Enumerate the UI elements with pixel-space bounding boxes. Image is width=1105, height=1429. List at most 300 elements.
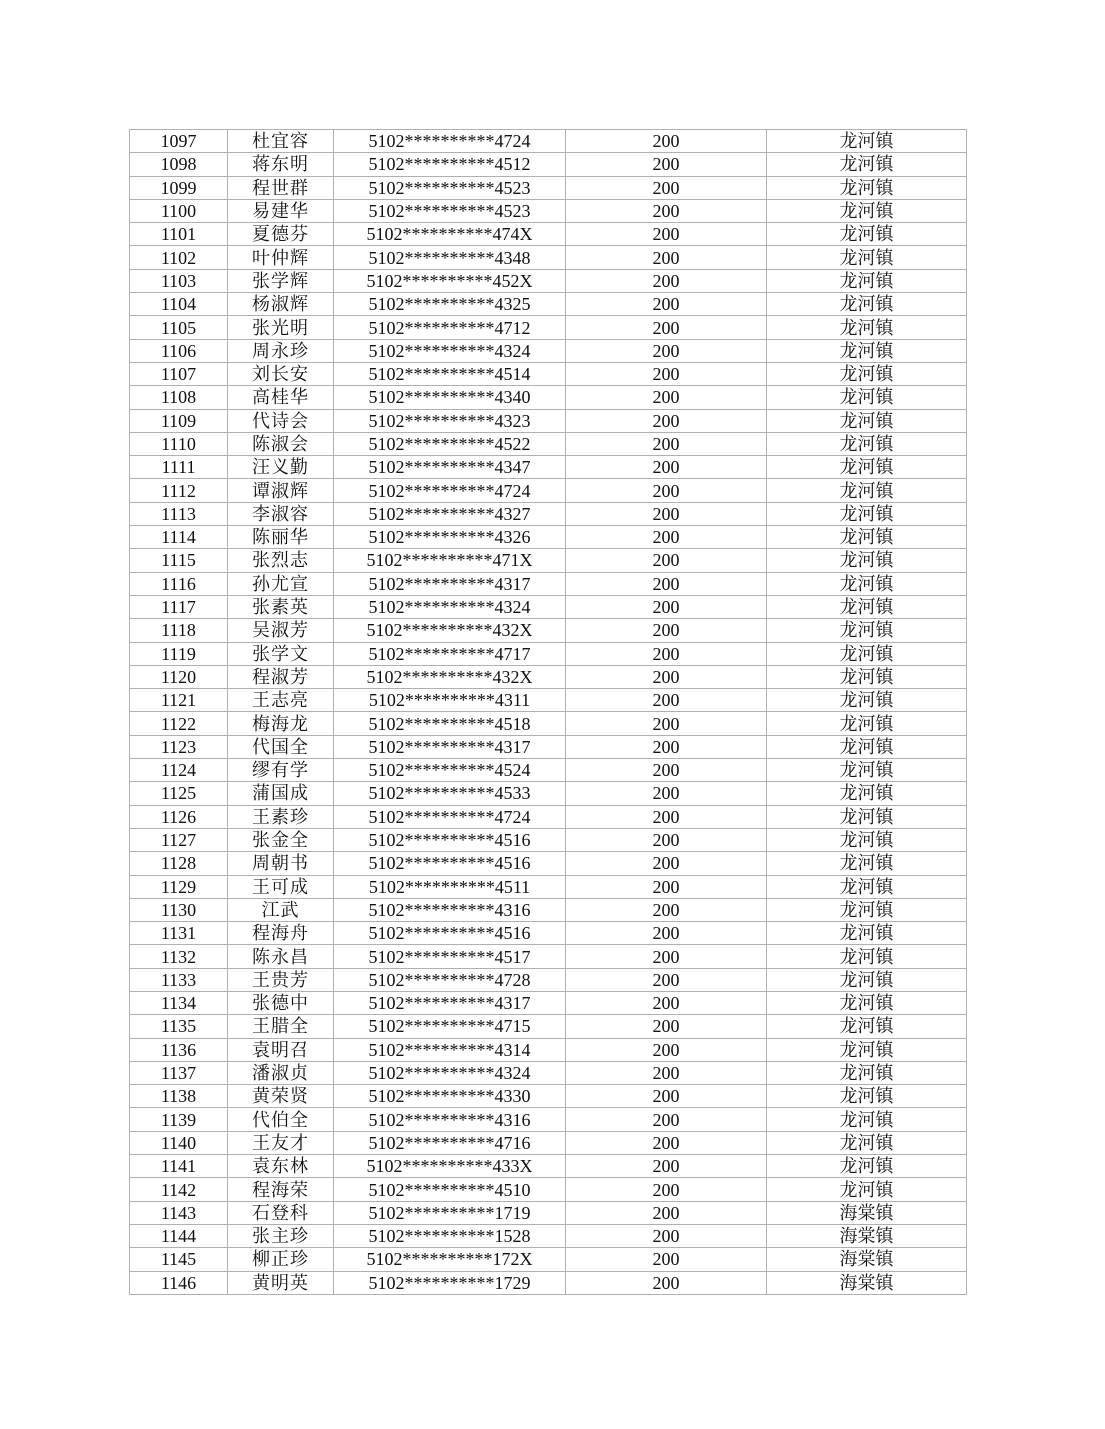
id-number-cell: 5102**********4330	[334, 1085, 566, 1108]
roster-table-body	[130, 130, 967, 1295]
town-cell: 龙河镇	[767, 619, 967, 642]
table-row	[130, 526, 967, 549]
name-cell: 王友才	[228, 1131, 334, 1154]
name-cell: 陈丽华	[228, 526, 334, 549]
row-number-cell: 1132	[130, 945, 228, 968]
id-number-cell: 5102**********1528	[334, 1224, 566, 1247]
row-number-cell: 1115	[130, 549, 228, 572]
row-number-cell: 1127	[130, 828, 228, 851]
table-row	[130, 130, 967, 153]
town-cell: 龙河镇	[767, 875, 967, 898]
amount-cell: 200	[566, 176, 767, 199]
amount-cell: 200	[566, 735, 767, 758]
table-row	[130, 852, 967, 875]
town-cell: 龙河镇	[767, 712, 967, 735]
name-cell: 程淑芳	[228, 665, 334, 688]
row-number-cell: 1119	[130, 642, 228, 665]
id-number-cell: 5102**********4347	[334, 456, 566, 479]
id-number-cell: 5102**********4510	[334, 1178, 566, 1201]
row-number-cell: 1134	[130, 991, 228, 1014]
table-row	[130, 1015, 967, 1038]
amount-cell: 200	[566, 479, 767, 502]
amount-cell: 200	[566, 153, 767, 176]
id-number-cell: 5102**********4514	[334, 362, 566, 385]
row-number-cell: 1103	[130, 269, 228, 292]
town-cell: 龙河镇	[767, 409, 967, 432]
amount-cell: 200	[566, 1061, 767, 1084]
row-number-cell: 1146	[130, 1271, 228, 1294]
amount-cell: 200	[566, 1178, 767, 1201]
table-row	[130, 549, 967, 572]
town-cell: 龙河镇	[767, 223, 967, 246]
name-cell: 程海舟	[228, 922, 334, 945]
amount-cell: 200	[566, 991, 767, 1014]
id-number-cell: 5102**********4324	[334, 339, 566, 362]
table-row	[130, 689, 967, 712]
row-number-cell: 1114	[130, 526, 228, 549]
id-number-cell: 5102**********4512	[334, 153, 566, 176]
town-cell: 龙河镇	[767, 1085, 967, 1108]
name-cell: 代国全	[228, 735, 334, 758]
town-cell: 海棠镇	[767, 1271, 967, 1294]
row-number-cell: 1111	[130, 456, 228, 479]
table-row	[130, 1155, 967, 1178]
town-cell: 龙河镇	[767, 456, 967, 479]
amount-cell: 200	[566, 1248, 767, 1271]
amount-cell: 200	[566, 223, 767, 246]
town-cell: 龙河镇	[767, 805, 967, 828]
town-cell: 龙河镇	[767, 293, 967, 316]
name-cell: 李淑容	[228, 502, 334, 525]
name-cell: 代伯全	[228, 1108, 334, 1131]
town-cell: 龙河镇	[767, 176, 967, 199]
town-cell: 龙河镇	[767, 362, 967, 385]
table-row	[130, 362, 967, 385]
name-cell: 柳正珍	[228, 1248, 334, 1271]
amount-cell: 200	[566, 130, 767, 153]
row-number-cell: 1131	[130, 922, 228, 945]
amount-cell: 200	[566, 782, 767, 805]
town-cell: 海棠镇	[767, 1201, 967, 1224]
table-row	[130, 1131, 967, 1154]
town-cell: 龙河镇	[767, 572, 967, 595]
town-cell: 龙河镇	[767, 991, 967, 1014]
id-number-cell: 5102**********4523	[334, 176, 566, 199]
id-number-cell: 5102**********4518	[334, 712, 566, 735]
row-number-cell: 1130	[130, 898, 228, 921]
name-cell: 张光明	[228, 316, 334, 339]
amount-cell: 200	[566, 526, 767, 549]
table-row	[130, 1108, 967, 1131]
amount-cell: 200	[566, 945, 767, 968]
id-number-cell: 5102**********4715	[334, 1015, 566, 1038]
name-cell: 周朝书	[228, 852, 334, 875]
table-row	[130, 1201, 967, 1224]
town-cell: 龙河镇	[767, 852, 967, 875]
amount-cell: 200	[566, 362, 767, 385]
row-number-cell: 1145	[130, 1248, 228, 1271]
town-cell: 龙河镇	[767, 595, 967, 618]
town-cell: 龙河镇	[767, 199, 967, 222]
table-row	[130, 199, 967, 222]
name-cell: 石登科	[228, 1201, 334, 1224]
amount-cell: 200	[566, 759, 767, 782]
row-number-cell: 1112	[130, 479, 228, 502]
table-row	[130, 456, 967, 479]
table-row	[130, 595, 967, 618]
name-cell: 黄明英	[228, 1271, 334, 1294]
table-row	[130, 1248, 967, 1271]
row-number-cell: 1142	[130, 1178, 228, 1201]
town-cell: 龙河镇	[767, 1131, 967, 1154]
row-number-cell: 1124	[130, 759, 228, 782]
table-row	[130, 246, 967, 269]
amount-cell: 200	[566, 619, 767, 642]
name-cell: 王志亮	[228, 689, 334, 712]
name-cell: 王素珍	[228, 805, 334, 828]
town-cell: 龙河镇	[767, 945, 967, 968]
name-cell: 周永珍	[228, 339, 334, 362]
id-number-cell: 5102**********4724	[334, 805, 566, 828]
name-cell: 黄荣贤	[228, 1085, 334, 1108]
town-cell: 龙河镇	[767, 269, 967, 292]
name-cell: 缪有学	[228, 759, 334, 782]
name-cell: 汪义勤	[228, 456, 334, 479]
id-number-cell: 5102**********4314	[334, 1038, 566, 1061]
town-cell: 龙河镇	[767, 1108, 967, 1131]
row-number-cell: 1129	[130, 875, 228, 898]
table-row	[130, 782, 967, 805]
name-cell: 江武	[228, 898, 334, 921]
town-cell: 龙河镇	[767, 502, 967, 525]
roster-table	[129, 129, 967, 1295]
row-number-cell: 1106	[130, 339, 228, 362]
table-row	[130, 619, 967, 642]
row-number-cell: 1118	[130, 619, 228, 642]
name-cell: 易建华	[228, 199, 334, 222]
name-cell: 陈淑会	[228, 432, 334, 455]
table-row	[130, 735, 967, 758]
amount-cell: 200	[566, 432, 767, 455]
id-number-cell: 5102**********4717	[334, 642, 566, 665]
id-number-cell: 5102**********433X	[334, 1155, 566, 1178]
table-row	[130, 875, 967, 898]
name-cell: 叶仲辉	[228, 246, 334, 269]
id-number-cell: 5102**********4517	[334, 945, 566, 968]
table-row	[130, 153, 967, 176]
table-row	[130, 386, 967, 409]
id-number-cell: 5102**********4323	[334, 409, 566, 432]
amount-cell: 200	[566, 1271, 767, 1294]
town-cell: 海棠镇	[767, 1248, 967, 1271]
town-cell: 龙河镇	[767, 1061, 967, 1084]
table-row	[130, 665, 967, 688]
id-number-cell: 5102**********471X	[334, 549, 566, 572]
id-number-cell: 5102**********4724	[334, 130, 566, 153]
town-cell: 龙河镇	[767, 1155, 967, 1178]
row-number-cell: 1110	[130, 432, 228, 455]
row-number-cell: 1122	[130, 712, 228, 735]
id-number-cell: 5102**********4324	[334, 1061, 566, 1084]
table-row	[130, 991, 967, 1014]
table-row	[130, 176, 967, 199]
amount-cell: 200	[566, 595, 767, 618]
amount-cell: 200	[566, 339, 767, 362]
amount-cell: 200	[566, 712, 767, 735]
amount-cell: 200	[566, 805, 767, 828]
name-cell: 高桂华	[228, 386, 334, 409]
town-cell: 龙河镇	[767, 1015, 967, 1038]
amount-cell: 200	[566, 409, 767, 432]
town-cell: 龙河镇	[767, 130, 967, 153]
name-cell: 袁明召	[228, 1038, 334, 1061]
name-cell: 杜宜容	[228, 130, 334, 153]
name-cell: 程海荣	[228, 1178, 334, 1201]
id-number-cell: 5102**********4516	[334, 922, 566, 945]
town-cell: 龙河镇	[767, 968, 967, 991]
table-row	[130, 269, 967, 292]
name-cell: 王腊全	[228, 1015, 334, 1038]
id-number-cell: 5102**********4522	[334, 432, 566, 455]
name-cell: 蒋东明	[228, 153, 334, 176]
amount-cell: 200	[566, 199, 767, 222]
name-cell: 陈永昌	[228, 945, 334, 968]
row-number-cell: 1113	[130, 502, 228, 525]
id-number-cell: 5102**********4317	[334, 991, 566, 1014]
amount-cell: 200	[566, 968, 767, 991]
name-cell: 代诗会	[228, 409, 334, 432]
row-number-cell: 1137	[130, 1061, 228, 1084]
amount-cell: 200	[566, 1201, 767, 1224]
name-cell: 夏德芬	[228, 223, 334, 246]
table-row	[130, 316, 967, 339]
table-row	[130, 572, 967, 595]
name-cell: 杨淑辉	[228, 293, 334, 316]
amount-cell: 200	[566, 689, 767, 712]
id-number-cell: 5102**********452X	[334, 269, 566, 292]
table-row	[130, 945, 967, 968]
amount-cell: 200	[566, 1224, 767, 1247]
amount-cell: 200	[566, 502, 767, 525]
id-number-cell: 5102**********432X	[334, 665, 566, 688]
amount-cell: 200	[566, 1155, 767, 1178]
table-row	[130, 759, 967, 782]
name-cell: 蒲国成	[228, 782, 334, 805]
row-number-cell: 1097	[130, 130, 228, 153]
row-number-cell: 1102	[130, 246, 228, 269]
amount-cell: 200	[566, 316, 767, 339]
amount-cell: 200	[566, 549, 767, 572]
id-number-cell: 5102**********4728	[334, 968, 566, 991]
id-number-cell: 5102**********4533	[334, 782, 566, 805]
town-cell: 龙河镇	[767, 549, 967, 572]
name-cell: 孙尤宣	[228, 572, 334, 595]
table-row	[130, 1271, 967, 1294]
row-number-cell: 1109	[130, 409, 228, 432]
town-cell: 龙河镇	[767, 386, 967, 409]
id-number-cell: 5102**********4326	[334, 526, 566, 549]
name-cell: 袁东林	[228, 1155, 334, 1178]
row-number-cell: 1099	[130, 176, 228, 199]
town-cell: 龙河镇	[767, 153, 967, 176]
town-cell: 龙河镇	[767, 665, 967, 688]
amount-cell: 200	[566, 572, 767, 595]
town-cell: 龙河镇	[767, 316, 967, 339]
id-number-cell: 5102**********1729	[334, 1271, 566, 1294]
id-number-cell: 5102**********4511	[334, 875, 566, 898]
amount-cell: 200	[566, 1131, 767, 1154]
town-cell: 龙河镇	[767, 782, 967, 805]
table-row	[130, 1061, 967, 1084]
town-cell: 龙河镇	[767, 339, 967, 362]
table-row	[130, 805, 967, 828]
town-cell: 龙河镇	[767, 828, 967, 851]
row-number-cell: 1100	[130, 199, 228, 222]
amount-cell: 200	[566, 246, 767, 269]
row-number-cell: 1123	[130, 735, 228, 758]
name-cell: 程世群	[228, 176, 334, 199]
id-number-cell: 5102**********4316	[334, 1108, 566, 1131]
row-number-cell: 1125	[130, 782, 228, 805]
amount-cell: 200	[566, 269, 767, 292]
amount-cell: 200	[566, 828, 767, 851]
table-row	[130, 479, 967, 502]
table-row	[130, 1085, 967, 1108]
name-cell: 张烈志	[228, 549, 334, 572]
id-number-cell: 5102**********4724	[334, 479, 566, 502]
row-number-cell: 1105	[130, 316, 228, 339]
id-number-cell: 5102**********4316	[334, 898, 566, 921]
row-number-cell: 1128	[130, 852, 228, 875]
id-number-cell: 5102**********4516	[334, 852, 566, 875]
amount-cell: 200	[566, 386, 767, 409]
row-number-cell: 1135	[130, 1015, 228, 1038]
town-cell: 龙河镇	[767, 479, 967, 502]
row-number-cell: 1098	[130, 153, 228, 176]
amount-cell: 200	[566, 1108, 767, 1131]
id-number-cell: 5102**********1719	[334, 1201, 566, 1224]
name-cell: 吴淑芳	[228, 619, 334, 642]
row-number-cell: 1107	[130, 362, 228, 385]
table-row	[130, 432, 967, 455]
row-number-cell: 1138	[130, 1085, 228, 1108]
table-row	[130, 828, 967, 851]
amount-cell: 200	[566, 875, 767, 898]
town-cell: 龙河镇	[767, 898, 967, 921]
name-cell: 梅海龙	[228, 712, 334, 735]
table-row	[130, 502, 967, 525]
id-number-cell: 5102**********4516	[334, 828, 566, 851]
town-cell: 海棠镇	[767, 1224, 967, 1247]
row-number-cell: 1139	[130, 1108, 228, 1131]
amount-cell: 200	[566, 922, 767, 945]
amount-cell: 200	[566, 293, 767, 316]
name-cell: 王贵芳	[228, 968, 334, 991]
name-cell: 张金全	[228, 828, 334, 851]
row-number-cell: 1143	[130, 1201, 228, 1224]
row-number-cell: 1117	[130, 595, 228, 618]
name-cell: 张学辉	[228, 269, 334, 292]
id-number-cell: 5102**********4340	[334, 386, 566, 409]
table-row	[130, 1178, 967, 1201]
name-cell: 张学文	[228, 642, 334, 665]
amount-cell: 200	[566, 665, 767, 688]
row-number-cell: 1133	[130, 968, 228, 991]
table-row	[130, 712, 967, 735]
name-cell: 张主珍	[228, 1224, 334, 1247]
id-number-cell: 5102**********4317	[334, 735, 566, 758]
id-number-cell: 5102**********4325	[334, 293, 566, 316]
table-row	[130, 922, 967, 945]
name-cell: 王可成	[228, 875, 334, 898]
id-number-cell: 5102**********4712	[334, 316, 566, 339]
table-row	[130, 409, 967, 432]
table-row	[130, 898, 967, 921]
amount-cell: 200	[566, 852, 767, 875]
table-row	[130, 642, 967, 665]
row-number-cell: 1104	[130, 293, 228, 316]
row-number-cell: 1141	[130, 1155, 228, 1178]
row-number-cell: 1108	[130, 386, 228, 409]
table-row	[130, 339, 967, 362]
id-number-cell: 5102**********4348	[334, 246, 566, 269]
row-number-cell: 1121	[130, 689, 228, 712]
town-cell: 龙河镇	[767, 642, 967, 665]
id-number-cell: 5102**********4716	[334, 1131, 566, 1154]
id-number-cell: 5102**********4311	[334, 689, 566, 712]
row-number-cell: 1101	[130, 223, 228, 246]
name-cell: 刘长安	[228, 362, 334, 385]
amount-cell: 200	[566, 1085, 767, 1108]
table-row	[130, 293, 967, 316]
name-cell: 张素英	[228, 595, 334, 618]
name-cell: 潘淑贞	[228, 1061, 334, 1084]
town-cell: 龙河镇	[767, 759, 967, 782]
name-cell: 谭淑辉	[228, 479, 334, 502]
id-number-cell: 5102**********4324	[334, 595, 566, 618]
id-number-cell: 5102**********474X	[334, 223, 566, 246]
town-cell: 龙河镇	[767, 246, 967, 269]
town-cell: 龙河镇	[767, 1178, 967, 1201]
amount-cell: 200	[566, 898, 767, 921]
town-cell: 龙河镇	[767, 689, 967, 712]
id-number-cell: 5102**********4523	[334, 199, 566, 222]
row-number-cell: 1140	[130, 1131, 228, 1154]
amount-cell: 200	[566, 642, 767, 665]
row-number-cell: 1136	[130, 1038, 228, 1061]
town-cell: 龙河镇	[767, 735, 967, 758]
amount-cell: 200	[566, 456, 767, 479]
id-number-cell: 5102**********4327	[334, 502, 566, 525]
name-cell: 张德中	[228, 991, 334, 1014]
id-number-cell: 5102**********172X	[334, 1248, 566, 1271]
town-cell: 龙河镇	[767, 1038, 967, 1061]
row-number-cell: 1126	[130, 805, 228, 828]
id-number-cell: 5102**********4317	[334, 572, 566, 595]
amount-cell: 200	[566, 1015, 767, 1038]
town-cell: 龙河镇	[767, 432, 967, 455]
row-number-cell: 1120	[130, 665, 228, 688]
row-number-cell: 1116	[130, 572, 228, 595]
id-number-cell: 5102**********432X	[334, 619, 566, 642]
row-number-cell: 1144	[130, 1224, 228, 1247]
table-row	[130, 968, 967, 991]
table-row	[130, 1224, 967, 1247]
table-row	[130, 1038, 967, 1061]
id-number-cell: 5102**********4524	[334, 759, 566, 782]
town-cell: 龙河镇	[767, 526, 967, 549]
town-cell: 龙河镇	[767, 922, 967, 945]
